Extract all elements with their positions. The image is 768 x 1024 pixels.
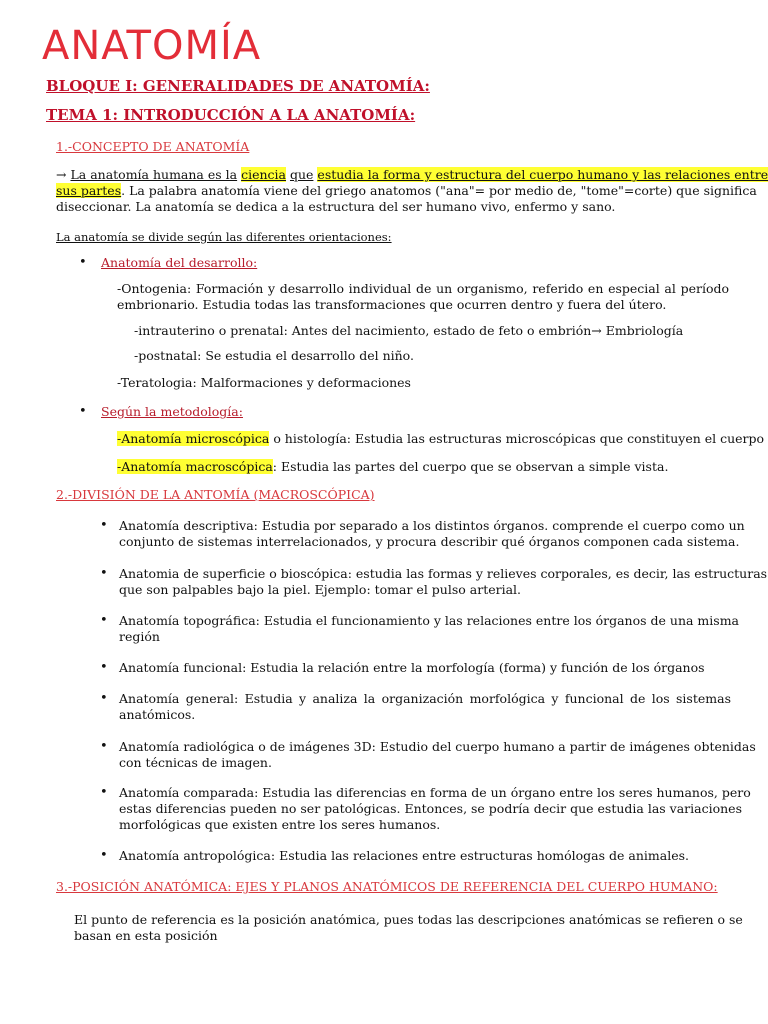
item-4-line-1: Anatomía funcional: Estudia la relación entre la morfología (forma) y función de los órganos: [119, 660, 705, 675]
metodologia-label: Según la metodología:: [101, 404, 243, 419]
item-7-line-2: estas diferencias pueden no ser patológicas. Entonces, se podría decir que estudia las variaciones: [119, 801, 742, 816]
item-6-line-2: con técnicas de imagen.: [119, 755, 272, 770]
item-1-line-2: conjunto de sistemas interrelacionados, y procura describir qué órganos componen cada sistema.: [119, 534, 740, 549]
document-title: ANATOMÍA: [42, 23, 262, 69]
bullet-desarrollo: •: [79, 255, 87, 270]
concepto-line-3: diseccionar. La anatomía se dedica a la estructura del ser humano vivo, enfermo y sano.: [56, 199, 616, 214]
item-2-line-1: Anatomia de superficie o bioscópica: estudia las formas y relieves corporales, es decir, las estructuras: [119, 566, 768, 581]
teratologia-line: -Teratologia: Malformaciones y deformaciones: [117, 375, 411, 390]
item-2-line-2: que son palpables bajo la piel. Ejemplo: tomar el pulso arterial.: [119, 582, 522, 597]
item-3-line-1: Anatomía topográfica: Estudia el funcionamiento y las relaciones entre los órganos de una misma: [119, 613, 739, 628]
ontogenia-line-2: embrionario. Estudia todas las transformaciones que ocurren dentro y fuera del útero.: [117, 297, 667, 312]
item-8-line-1: Anatomía antropológica: Estudia las relaciones entre estructuras homólogas de animales.: [119, 848, 689, 863]
section1-heading: 1.-CONCEPTO DE ANATOMÍA: [56, 139, 250, 154]
item-5-line-1: Anatomía general: Estudia y analiza la organización morfológica y funcional de los sistemas: [119, 691, 731, 706]
section3-line-2: basan en esta posición: [74, 928, 218, 943]
macroscopica-line: -Anatomía macroscópica: Estudia las partes del cuerpo que se observan a simple vista.: [117, 459, 669, 474]
postnatal-line: -postnatal: Se estudia el desarrollo del niño.: [134, 348, 414, 363]
microscopica-line: -Anatomía microscópica o histología: Estudia las estructuras microscópicas que constituyen el cuerpo: [117, 431, 765, 446]
divide-subheading: La anatomía se divide según las diferentes orientaciones:: [56, 230, 392, 244]
concepto-line-2: sus partes. La palabra anatomía viene del griego anatomos ("ana"= por medio de, "tome"=corte) que significa: [56, 183, 757, 198]
section2-heading: 2.-DIVISIÓN DE LA ANTOMÍA (MACROSCÓPICA): [56, 487, 375, 502]
desarrollo-label: Anatomía del desarrollo:: [101, 255, 258, 270]
tema-heading: TEMA 1: INTRODUCCIÓN A LA ANATOMÍA:: [46, 106, 416, 124]
bloque-heading: BLOQUE I: GENERALIDADES DE ANATOMÍA:: [46, 77, 430, 95]
bullet-item-6: •: [100, 739, 108, 754]
bullet-item-4: •: [100, 660, 108, 675]
bullet-metodologia: •: [79, 404, 87, 419]
item-3-line-2: región: [119, 629, 160, 644]
ontogenia-line-1: -Ontogenia: Formación y desarrollo individual de un organismo, referido en especial al período: [117, 281, 729, 296]
item-6-line-1: Anatomía radiológica o de imágenes 3D: Estudio del cuerpo humano a partir de imágenes obtenidas: [119, 739, 756, 754]
item-1-line-1: Anatomía descriptiva: Estudia por separado a los distintos órganos. comprende el cuerpo como un: [119, 518, 745, 533]
bullet-item-3: •: [100, 613, 108, 628]
bullet-item-8: •: [100, 848, 108, 863]
bullet-item-1: •: [100, 518, 108, 533]
section3-heading: 3.-POSICIÓN ANATÓMICA: EJES Y PLANOS ANATÓMICOS DE REFERENCIA DEL CUERPO HUMANO:: [56, 879, 718, 894]
bullet-item-2: •: [100, 566, 108, 581]
section3-line-1: El punto de referencia es la posición anatómica, pues todas las descripciones anatómicas se refieren o se: [74, 912, 743, 927]
item-7-line-3: morfológicas que existen entre los seres humanos.: [119, 817, 441, 832]
bullet-item-7: •: [100, 785, 108, 800]
intrauterino-line: -intrauterino o prenatal: Antes del nacimiento, estado de feto o embrión→ Embriología: [134, 323, 684, 338]
item-7-line-1: Anatomía comparada: Estudia las diferencias en forma de un órgano entre los seres humanos, pero: [119, 785, 751, 800]
bullet-item-5: •: [100, 691, 108, 706]
concepto-line-1: → La anatomía humana es la ciencia que estudia la forma y estructura del cuerpo humano y las relaciones entre: [56, 167, 768, 182]
item-5-line-2: anatómicos.: [119, 707, 196, 722]
